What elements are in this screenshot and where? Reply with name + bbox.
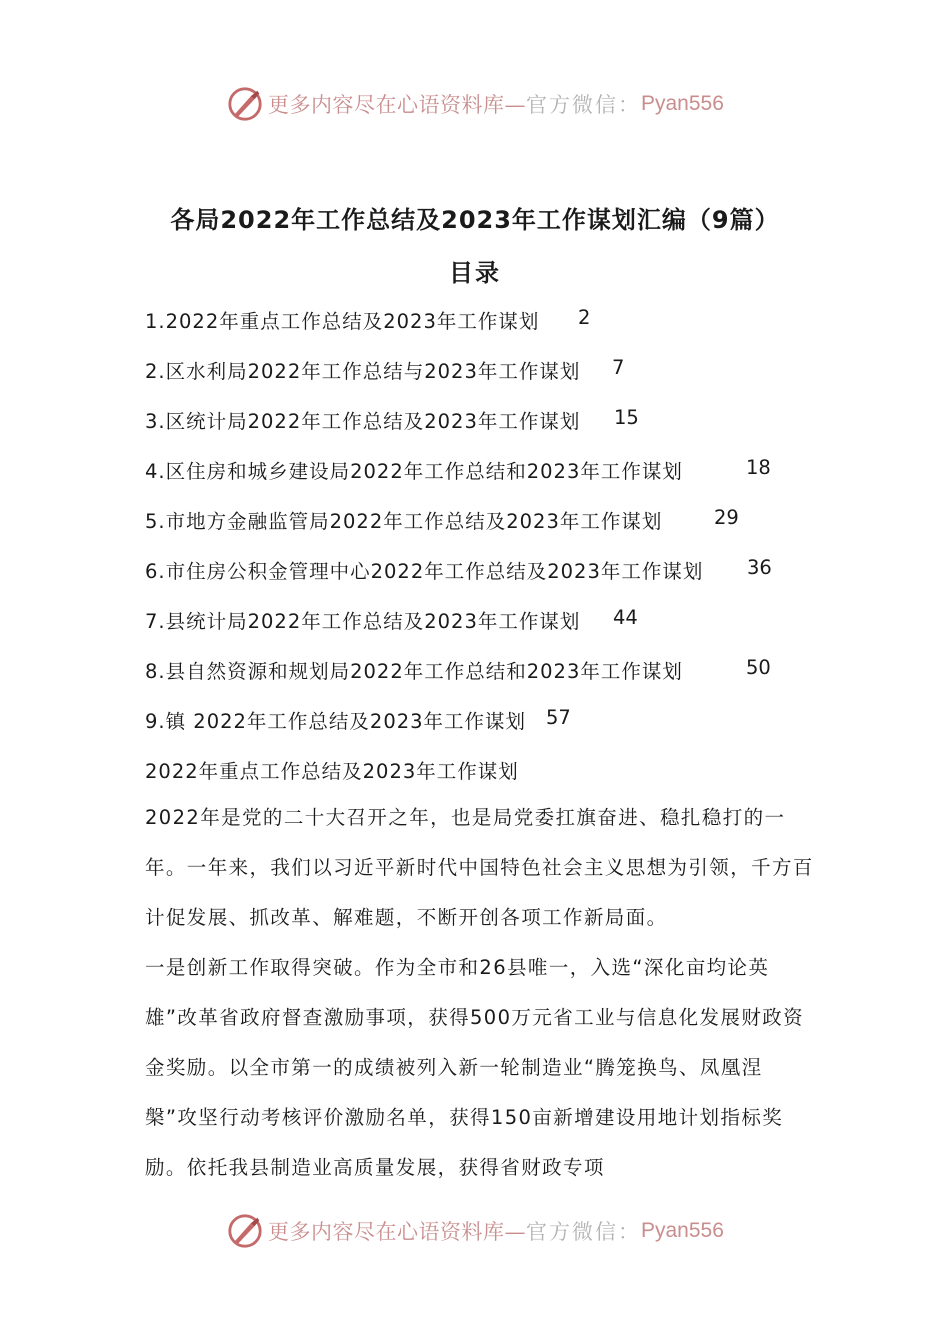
body-paragraph-2: 一是创新工作取得突破。作为全市和26县唯一，入选“深化亩均论英雄”改革省政府督查激励事项，获得500万元省工业与信息化发展财政资金奖励。以全市第一的成绩被列入新一轮制造业“腾笼换鸟、凤凰涅槃”攻坚行动考核评价激励名单，获得150亩新增建设用地计划指标奖励。依托我县制造业高质量发展，获得省财政专项 — [145, 956, 805, 1179]
pen-logo-icon — [226, 85, 264, 123]
toc-page-6: 36 — [747, 556, 772, 579]
toc-item-6[interactable]: 6.市住房公积金管理中心2022年工作总结及2023年工作谋划 — [145, 560, 704, 583]
toc-page-4: 18 — [746, 456, 771, 479]
toc-item-5[interactable]: 5.市地方金融监管局2022年工作总结及2023年工作谋划 — [145, 510, 663, 533]
watermark-site-text: 更多内容尽在心语资料库— — [268, 1220, 526, 1244]
pen-logo-icon — [226, 1212, 264, 1250]
toc-item-1[interactable]: 1.2022年重点工作总结及2023年工作谋划 — [145, 310, 540, 333]
document-title: 各局2022年工作总结及2023年工作谋划汇编（9篇） — [170, 206, 780, 234]
section-heading: 2022年重点工作总结及2023年工作谋划 — [145, 760, 519, 783]
toc-item-8[interactable]: 8.县自然资源和规划局2022年工作总结和2023年工作谋划 — [145, 660, 683, 683]
toc-page-2: 7 — [612, 356, 625, 379]
body-paragraph-1: 2022年是党的二十大召开之年，也是局党委扛旗奋进、稳扎稳打的一年。一年来，我们以习近平新时代中国特色社会主义思想为引领，千方百计促发展、抓改革、解难题，不断开创各项工作新局面。 — [145, 806, 814, 929]
watermark-footer — [226, 1211, 724, 1251]
toc-page-8: 50 — [746, 656, 771, 679]
watermark-header — [226, 84, 724, 124]
toc-item-3[interactable]: 3.区统计局2022年工作总结及2023年工作谋划 — [145, 410, 581, 433]
watermark-wechat-id: Pyan556 — [641, 92, 724, 115]
toc-page-3: 15 — [614, 406, 639, 429]
toc-item-7[interactable]: 7.县统计局2022年工作总结及2023年工作谋划 — [145, 610, 581, 633]
watermark-site-text: 更多内容尽在心语资料库— — [268, 93, 526, 117]
toc-page-1: 2 — [578, 306, 591, 329]
toc-item-2[interactable]: 2.区水利局2022年工作总结与2023年工作谋划 — [145, 360, 581, 383]
watermark-wechat-label: 官方微信： — [526, 1220, 641, 1244]
toc-page-7: 44 — [613, 606, 638, 629]
watermark-wechat-label: 官方微信： — [526, 93, 641, 117]
toc-item-9[interactable]: 9.镇 2022年工作总结及2023年工作谋划 — [145, 710, 527, 733]
toc-heading: 目录 — [449, 259, 501, 287]
toc-page-5: 29 — [714, 506, 739, 529]
toc-item-4[interactable]: 4.区住房和城乡建设局2022年工作总结和2023年工作谋划 — [145, 460, 683, 483]
toc-page-9: 57 — [546, 706, 571, 729]
watermark-wechat-id: Pyan556 — [641, 1219, 724, 1242]
